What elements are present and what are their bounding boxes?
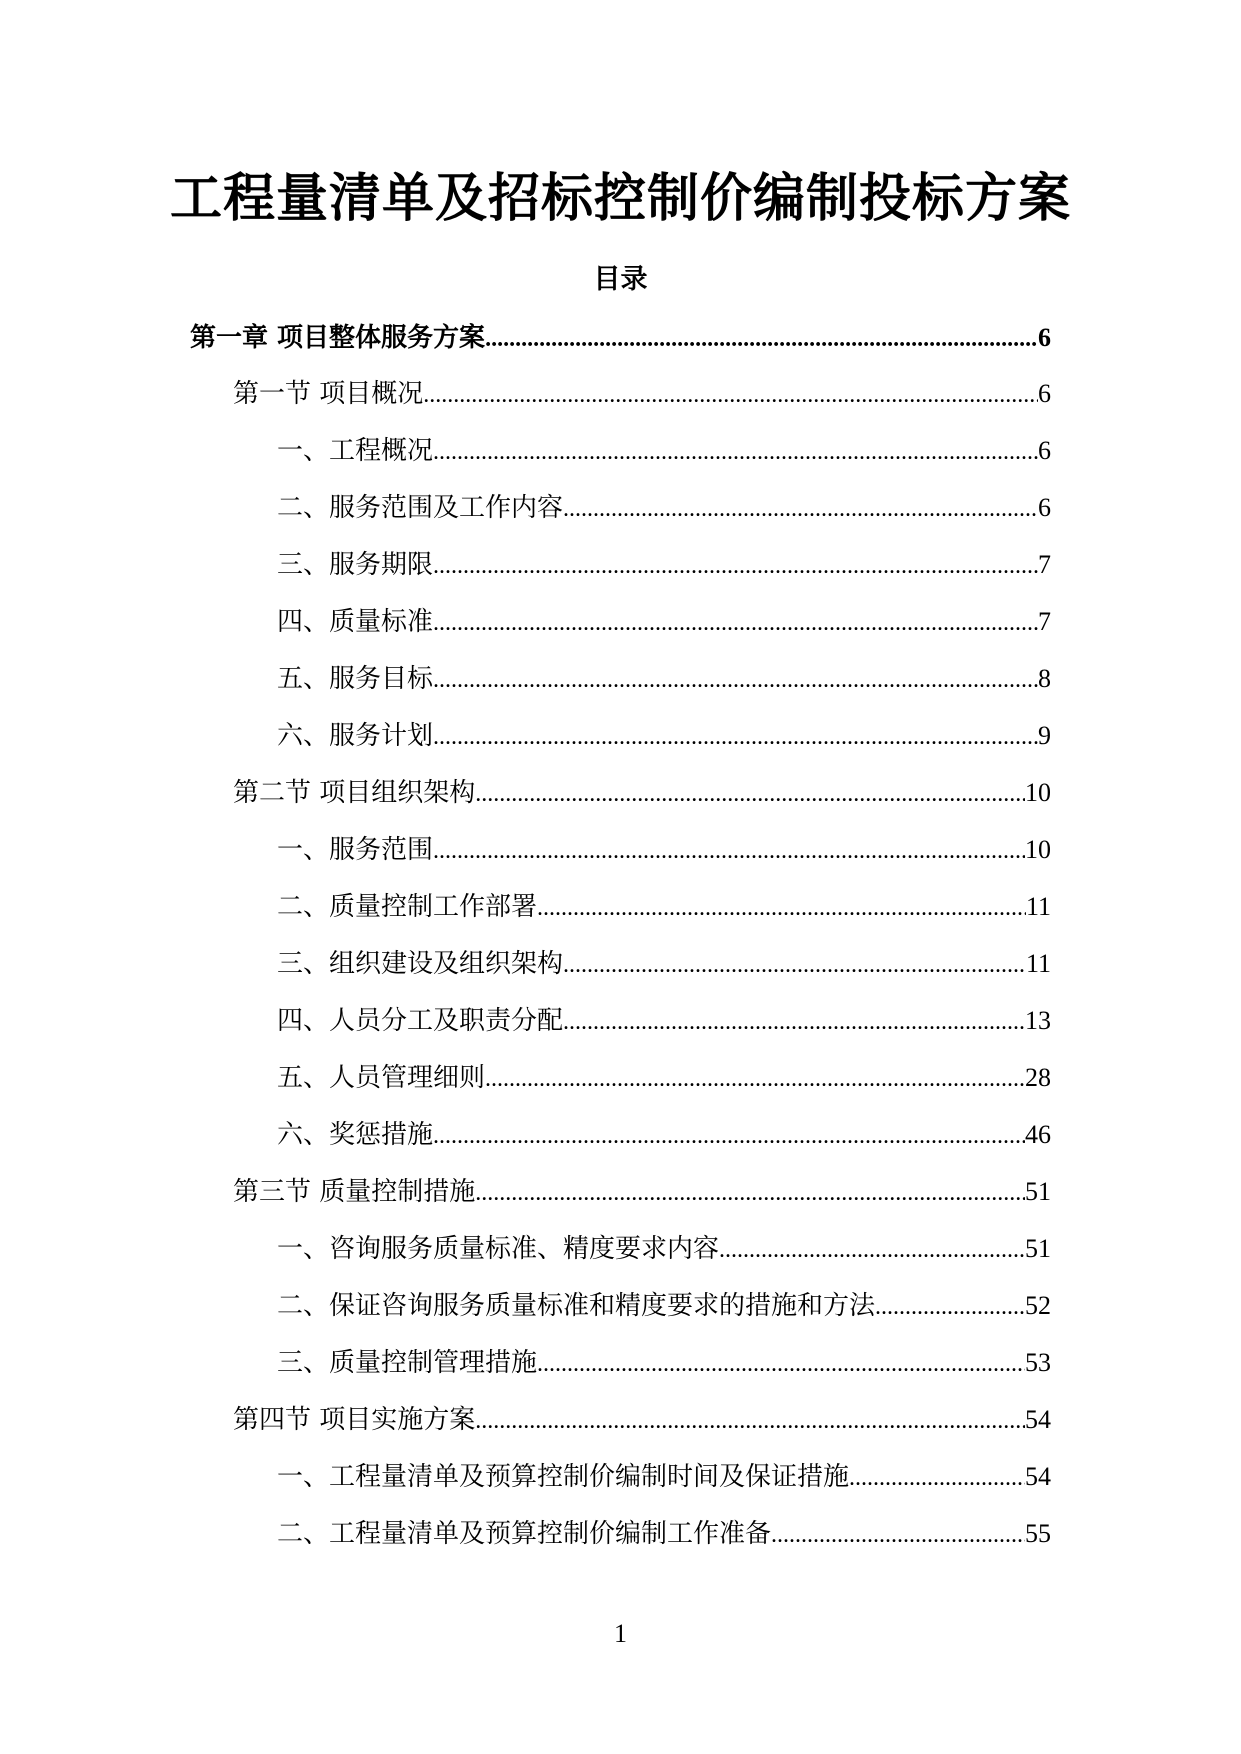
toc-entry[interactable] [277,716,1051,756]
toc-dot-leader [475,774,1025,814]
toc-entry-label: 二、工程量清单及预算控制价编制工作准备 [277,1519,772,1549]
toc-entry-label: 三、质量控制管理措施 [277,1348,538,1378]
toc-entry[interactable] [277,488,1051,528]
toc-entry-label: 二、保证咨询服务质量标准和精度要求的措施和方法 [277,1291,876,1321]
toc-entry-page: 6 [1038,323,1051,352]
toc-dot-leader [485,319,1038,359]
toc-dot-leader [475,1401,1025,1441]
toc-entry-label: 一、咨询服务质量标准、精度要求内容 [277,1234,720,1264]
toc-dot-leader [537,1344,1025,1384]
toc-entry-label: 六、奖惩措施 [277,1120,434,1150]
toc-entry-label: 三、服务期限 [277,550,434,580]
toc-entry-label: 四、人员分工及职责分配 [277,1006,564,1036]
toc-dot-leader [433,717,1038,757]
toc-entry-page: 54 [1025,1405,1051,1434]
toc-entry-page: 10 [1025,835,1051,864]
toc-dot-leader [771,1515,1025,1555]
toc-entry[interactable] [233,374,1051,414]
toc-entry[interactable] [277,1115,1051,1155]
toc-entry[interactable] [277,887,1051,927]
toc-dot-leader [563,945,1026,985]
toc-entry-page: 13 [1025,1006,1051,1035]
toc-dot-leader [563,489,1038,529]
toc-dot-leader [563,1002,1025,1042]
toc-entry[interactable] [277,545,1051,585]
toc-entry-page: 11 [1025,949,1051,978]
document-title: 工程量清单及招标控制价编制投标方案 [169,169,1071,229]
toc-dot-leader [433,432,1038,472]
toc-dot-leader [433,1116,1025,1156]
toc-entry[interactable] [233,773,1051,813]
toc-dot-leader [719,1230,1025,1270]
toc-entry[interactable] [277,1001,1051,1041]
toc-entry-label: 二、服务范围及工作内容 [277,493,564,523]
toc-entry-label: 四、质量标准 [277,607,434,637]
toc-entry-label: 第三节 质量控制措施 [233,1177,476,1207]
toc-entry-page: 55 [1025,1519,1051,1548]
toc-entry-page: 46 [1025,1120,1051,1149]
toc-entry[interactable] [277,1229,1051,1269]
toc-entry-page: 6 [1038,436,1051,465]
toc-entry-label: 一、工程概况 [277,436,434,466]
toc-entry-page: 7 [1038,550,1051,579]
toc-entry[interactable] [277,431,1051,471]
toc-entry-label: 六、服务计划 [277,721,434,751]
toc-entry[interactable] [233,1400,1051,1440]
toc-entry-label: 一、工程量清单及预算控制价编制时间及保证措施 [277,1462,850,1492]
toc-dot-leader [537,888,1026,928]
toc-entry-page: 54 [1025,1462,1051,1491]
toc-entry-label: 第一节 项目概况 [233,379,424,409]
toc-entry-page: 51 [1025,1177,1051,1206]
toc-entry-label: 二、质量控制工作部署 [277,892,538,922]
toc-heading: 目录 [593,264,648,295]
toc-entry[interactable] [233,1172,1051,1212]
toc-entry-page: 7 [1038,607,1051,636]
toc-entry-page: 53 [1025,1348,1051,1377]
toc-entry-page: 11 [1025,892,1051,921]
toc-entry-label: 一、服务范围 [277,835,434,865]
toc-entry[interactable] [277,1514,1051,1554]
toc-dot-leader [433,546,1038,586]
toc-entry-page: 51 [1025,1234,1051,1263]
toc-entry-page: 52 [1025,1291,1051,1320]
toc-entry[interactable] [277,602,1051,642]
toc-entry[interactable] [277,830,1051,870]
toc-entry-label: 第二节 项目组织架构 [233,778,476,808]
toc-dot-leader [433,831,1025,871]
toc-entry-page: 28 [1025,1063,1051,1092]
toc-entry[interactable] [277,1286,1051,1326]
toc-entry-page: 10 [1025,778,1051,807]
toc-entry-label: 五、服务目标 [277,664,434,694]
toc-entry-label: 五、人员管理细则 [277,1063,486,1093]
toc-dot-leader [849,1458,1025,1498]
toc-dot-leader [423,375,1038,415]
toc-entry-page: 9 [1038,721,1051,750]
toc-entry[interactable] [190,318,1051,358]
toc-entry[interactable] [277,1058,1051,1098]
toc-dot-leader [433,660,1038,700]
toc-entry-label: 第一章 项目整体服务方案 [190,323,486,353]
toc-entry[interactable] [277,944,1051,984]
toc-entry-label: 第四节 项目实施方案 [233,1405,476,1435]
toc-dot-leader [475,1173,1025,1213]
toc-entry[interactable] [277,1457,1051,1497]
toc-dot-leader [875,1287,1025,1327]
toc-dot-leader [485,1059,1025,1099]
toc-entry-label: 三、组织建设及组织架构 [277,949,564,979]
toc-entry-page: 6 [1038,379,1051,408]
page-number: 1 [614,1619,627,1648]
toc-entry[interactable] [277,1343,1051,1383]
toc-entry[interactable] [277,659,1051,699]
toc-entry-page: 8 [1038,664,1051,693]
toc-entry-page: 6 [1038,493,1051,522]
toc-dot-leader [433,603,1038,643]
